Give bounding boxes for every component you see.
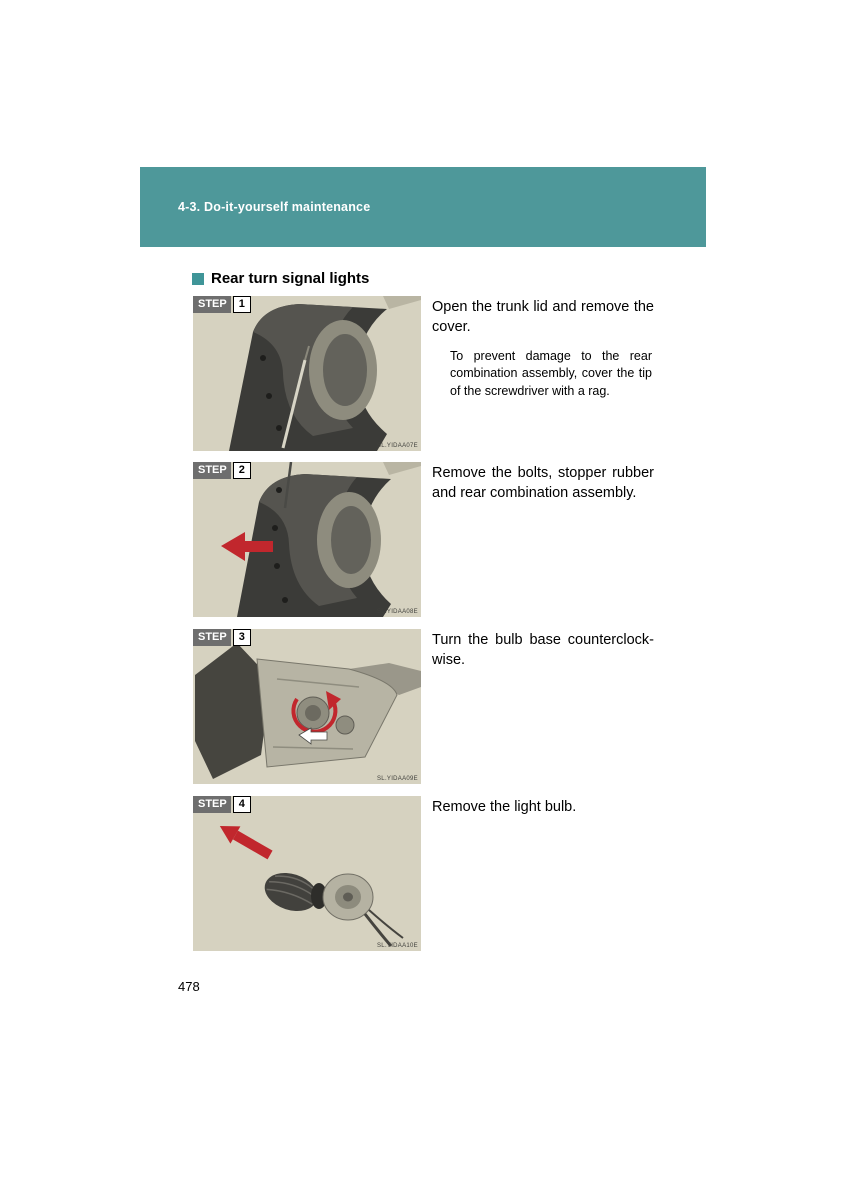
figure-code: SL.YIDAA10E [377,943,418,949]
step-instruction: Turn the bulb base counterclock-wise. [432,632,654,669]
step-4-figure [193,796,421,951]
step-3-figure [193,629,421,784]
section-title: Rear turn signal lights [211,270,370,287]
chapter-header-band [140,167,706,247]
section-heading [192,270,369,287]
step-2 [193,462,654,617]
step-label: STEP [193,796,231,813]
step-3-text-column [432,629,654,784]
step-3 [193,629,654,784]
bulb-base-rotation-illustration [193,629,421,784]
step-note: To prevent damage to the rear combination assembly, cover the tip of the screwdriver with a rag. [450,348,652,398]
step-label: STEP [193,462,231,479]
step-2-figure [193,462,421,617]
step-2-text-column [432,462,654,617]
step-instruction: Remove the light bulb. [432,799,577,815]
step-badge [193,796,251,813]
remove-assembly-illustration [193,462,421,617]
bulb-removal-illustration [193,796,421,951]
section-bullet-icon [192,273,204,285]
step-number: 2 [233,462,251,479]
step-1-figure [193,296,421,451]
step-4-text-column [432,796,654,951]
figure-code: SL.YIDAA08E [377,609,418,615]
chapter-breadcrumb: 4-3. Do-it-yourself maintenance [178,200,371,214]
step-label: STEP [193,629,231,646]
page-number: 478 [178,979,200,994]
step-number: 1 [233,296,251,313]
step-instruction: Remove the bolts, stopper rubber and rear combination assembly. [432,465,654,502]
trunk-interior-illustration [193,296,421,451]
step-1 [193,296,654,451]
step-badge [193,462,251,479]
figure-code: SL.YIDAA07E [377,443,418,449]
step-badge [193,629,251,646]
step-number: 4 [233,796,251,813]
step-4 [193,796,654,951]
step-badge [193,296,251,313]
figure-code: SL.YIDAA09E [377,776,418,782]
step-number: 3 [233,629,251,646]
step-1-text-column [432,296,654,451]
step-label: STEP [193,296,231,313]
step-instruction: Open the trunk lid and remove the cover. [432,299,654,336]
